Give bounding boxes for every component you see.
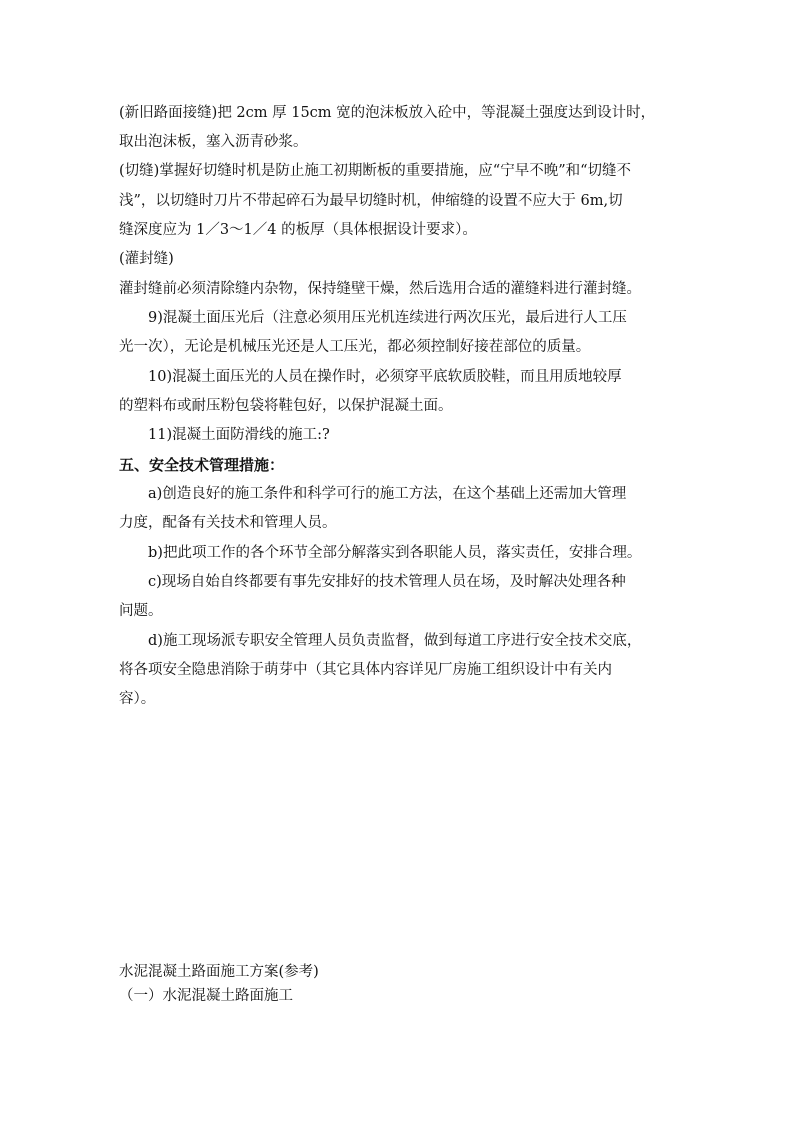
paragraph-new-old-joint-line-1: (新旧路面接缝)把 2cm 厚 15cm 宽的泡沫板放入砼中，等混凝土强度达到设计时， [119, 105, 656, 121]
footer-subtitle: （一）水泥混凝土路面施工 [119, 988, 293, 1004]
paragraph-seal-joint-title: (灌封缝) [119, 251, 174, 267]
paragraph-item-a-line-1: a)创造良好的施工条件和科学可行的施工方法，在这个基础上还需加大管理 [148, 486, 627, 502]
paragraph-item-10-line-1: 10)混凝土面压光的人员在操作时，必须穿平底软质胶鞋，而且用质地较厚 [148, 369, 622, 385]
paragraph-item-d-line-2: 将各项安全隐患消除于萌芽中（其它具体内容详见厂房施工组织设计中有关内 [119, 662, 612, 678]
paragraph-item-9-line-1: 9)混凝土面压光后（注意必须用压光机连续进行两次压光，最后进行人工压 [148, 310, 627, 326]
paragraph-cut-joint-line-2: 浅”，以切缝时刀片不带起碎石为最早切缝时机，伸缩缝的设置不应大于 6m,切 [119, 193, 623, 209]
footer-title: 水泥混凝土路面施工方案(参考) [119, 964, 319, 980]
paragraph-item-9-line-2: 光一次），无论是机械压光还是人工压光，都必须控制好接茬部位的质量。 [119, 339, 591, 355]
paragraph-item-10-line-2: 的塑料布或耐压粉包袋将鞋包好，以保护混凝土面。 [119, 398, 453, 414]
paragraph-item-b: b)把此项工作的各个环节全部分解落实到各职能人员，落实责任，安排合理。 [148, 545, 642, 561]
paragraph-item-c-line-1: c)现场自始自终都要有事先安排好的技术管理人员在场，及时解决处理各种 [148, 574, 626, 590]
paragraph-item-11: 11)混凝土面防滑线的施工:? [148, 427, 330, 443]
paragraph-item-d-line-1: d)施工现场派专职安全管理人员负责监督，做到每道工序进行安全技术交底， [148, 633, 642, 649]
paragraph-item-c-line-2: 问题。 [119, 603, 163, 619]
paragraph-seal-joint-line: 灌封缝前必须清除缝内杂物，保持缝壁干燥，然后选用合适的灌缝料进行灌封缝。 [119, 281, 641, 297]
paragraph-new-old-joint-line-2: 取出泡沫板，塞入沥青砂浆。 [119, 134, 308, 150]
paragraph-cut-joint-line-3: 缝深度应为 1／3～1／4 的板厚（具体根据设计要求）。 [119, 222, 477, 238]
section-heading-safety: 五、安全技术管理措施： [119, 456, 285, 474]
paragraph-item-d-line-3: 容）。 [119, 691, 156, 707]
paragraph-cut-joint-line-1: (切缝)掌握好切缝时机是防止施工初期断板的重要措施，应“宁早不晚”和“切缝不 [119, 163, 632, 179]
paragraph-item-a-line-2: 力度，配备有关技术和管理人员。 [119, 515, 337, 531]
